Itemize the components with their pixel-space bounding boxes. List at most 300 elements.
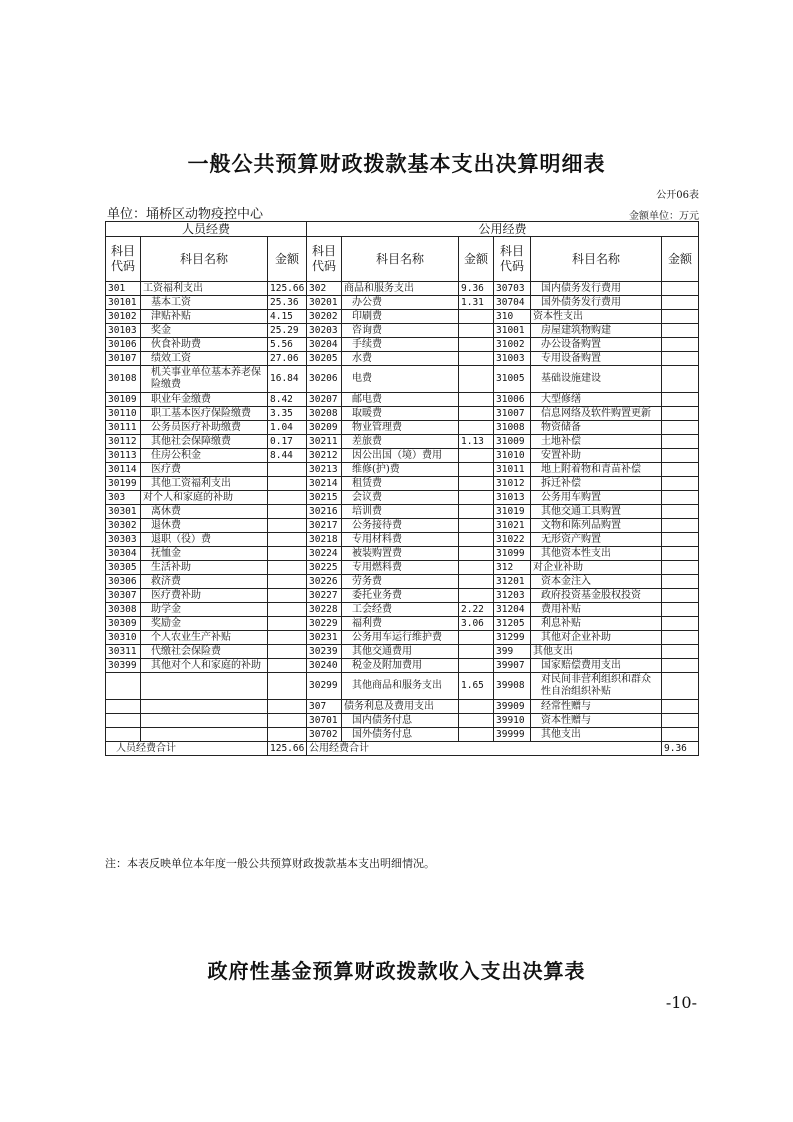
code-cell: 31019 [494,505,531,519]
name-cell: 印刷费 [342,310,459,324]
amount-cell: 25.36 [268,296,307,310]
amount-cell [459,421,494,435]
code-cell: 31003 [494,352,531,366]
table-row [106,617,699,631]
table-row [106,366,699,393]
amount-cell [459,463,494,477]
amount-cell: 1.31 [459,296,494,310]
name-cell: 津贴补贴 [141,310,268,324]
code-header: 科目代码 [494,237,531,282]
code-cell: 30228 [307,603,342,617]
code-cell: 30212 [307,449,342,463]
amount-cell [459,575,494,589]
amount-cell [662,282,699,296]
name-cell: 公务用车运行维护费 [342,631,459,645]
code-cell: 30226 [307,575,342,589]
table-row [106,728,699,742]
amount-cell [662,533,699,547]
name-header: 科目名称 [141,237,268,282]
code-cell: 31009 [494,435,531,449]
amount-cell [662,505,699,519]
name-cell: 物业管理费 [342,421,459,435]
code-cell: 30311 [106,645,141,659]
amount-cell: 1.13 [459,435,494,449]
code-cell: 30240 [307,659,342,673]
name-cell: 国外债务发行费用 [531,296,662,310]
name-cell: 无形资产购置 [531,533,662,547]
next-section-title: 政府性基金预算财政拨款收入支出决算表 [207,959,586,983]
amount-cell: 9.36 [459,282,494,296]
name-cell: 取暖费 [342,407,459,421]
name-cell: 医疗费 [141,463,268,477]
code-cell: 30199 [106,477,141,491]
name-cell: 国内债务付息 [342,714,459,728]
amount-cell: 8.42 [268,393,307,407]
code-cell: 30399 [106,659,141,673]
code-cell: 30108 [106,366,141,393]
name-cell: 拆迁补偿 [531,477,662,491]
amount-cell [268,728,307,742]
amount-cell [459,505,494,519]
table-row [106,421,699,435]
amount-header: 金额 [662,237,699,282]
name-cell: 费用补贴 [531,603,662,617]
group-header-row [106,222,699,237]
code-cell: 31205 [494,617,531,631]
amount-cell [662,366,699,393]
amount-cell: 2.22 [459,603,494,617]
amount-cell [459,533,494,547]
name-cell: 对企业补助 [531,561,662,575]
code-cell: 301 [106,282,141,296]
amount-cell [268,673,307,700]
name-cell: 商品和服务支出 [342,282,459,296]
amount-cell [459,519,494,533]
code-cell: 39999 [494,728,531,742]
name-cell: 抚恤金 [141,547,268,561]
name-cell: 生活补助 [141,561,268,575]
code-cell: 30302 [106,519,141,533]
code-cell: 30306 [106,575,141,589]
code-cell: 30704 [494,296,531,310]
name-cell: 税金及附加费用 [342,659,459,673]
name-cell: 离休费 [141,505,268,519]
amount-cell [662,407,699,421]
code-cell [106,728,141,742]
code-cell: 31008 [494,421,531,435]
amount-cell [662,714,699,728]
code-cell: 39909 [494,700,531,714]
amount-cell [459,700,494,714]
name-cell: 助学金 [141,603,268,617]
code-cell: 30310 [106,631,141,645]
code-cell: 30102 [106,310,141,324]
name-cell: 福利费 [342,617,459,631]
code-cell: 30308 [106,603,141,617]
amount-cell [268,575,307,589]
code-cell: 312 [494,561,531,575]
code-cell: 31013 [494,491,531,505]
name-cell: 职业年金缴费 [141,393,268,407]
table-row [106,505,699,519]
amount-cell [268,533,307,547]
code-cell: 30213 [307,463,342,477]
code-cell: 31005 [494,366,531,393]
amount-cell [662,673,699,700]
table-row [106,575,699,589]
code-cell: 307 [307,700,342,714]
table-note: 注：本表反映单位本年度一般公共预算财政拨款基本支出明细情况。 [105,857,435,870]
code-cell: 31203 [494,589,531,603]
public-total-label: 公用经费合计 [307,742,662,756]
code-cell: 31099 [494,547,531,561]
name-cell: 被装购置费 [342,547,459,561]
form-code: 公开06表 [656,190,699,201]
name-cell: 医疗费补助 [141,589,268,603]
personnel-total-label: 人员经费合计 [106,742,268,756]
amount-cell [662,617,699,631]
amount-cell [459,589,494,603]
amount-cell [268,519,307,533]
name-cell: 资本性赠与 [531,714,662,728]
table-row [106,352,699,366]
page-title: 一般公共预算财政拨款基本支出决算明细表 [187,152,606,176]
amount-cell: 25.29 [268,324,307,338]
code-cell: 31002 [494,338,531,352]
name-cell: 专用燃料费 [342,561,459,575]
amount-cell [459,645,494,659]
name-cell: 其他对企业补助 [531,631,662,645]
name-cell: 培训费 [342,505,459,519]
code-cell: 30309 [106,617,141,631]
amount-cell [459,477,494,491]
code-cell: 30110 [106,407,141,421]
code-cell: 30206 [307,366,342,393]
name-cell: 退休费 [141,519,268,533]
table-row [106,700,699,714]
amount-cell: 0.17 [268,435,307,449]
code-cell: 30307 [106,589,141,603]
table-row [106,603,699,617]
name-cell: 文物和陈列品购置 [531,519,662,533]
code-cell: 30205 [307,352,342,366]
amount-cell [662,491,699,505]
code-cell: 302 [307,282,342,296]
table-row [106,282,699,296]
amount-header: 金额 [459,237,494,282]
amount-cell [459,547,494,561]
amount-cell [268,714,307,728]
code-cell: 30218 [307,533,342,547]
table-row [106,338,699,352]
amount-cell [662,659,699,673]
code-cell: 31021 [494,519,531,533]
table-row [106,561,699,575]
amount-cell [662,449,699,463]
money-unit: 金额单位：万元 [629,211,699,222]
name-cell: 其他对个人和家庭的补助 [141,659,268,673]
amount-cell [268,700,307,714]
name-cell: 办公费 [342,296,459,310]
name-cell: 职工基本医疗保险缴费 [141,407,268,421]
code-cell: 30702 [307,728,342,742]
amount-cell [268,491,307,505]
name-cell: 差旅费 [342,435,459,449]
name-cell: 会议费 [342,491,459,505]
code-cell: 30107 [106,352,141,366]
name-cell: 基本工资 [141,296,268,310]
public-group-header: 公用经费 [307,222,699,237]
name-cell: 其他交通工具购置 [531,505,662,519]
amount-cell [662,393,699,407]
name-cell: 其他资本性支出 [531,547,662,561]
name-header: 科目名称 [531,237,662,282]
code-cell: 30209 [307,421,342,435]
amount-cell [662,547,699,561]
name-cell: 委托业务费 [342,589,459,603]
code-cell: 30207 [307,393,342,407]
code-cell: 303 [106,491,141,505]
amount-cell [662,645,699,659]
name-header: 科目名称 [342,237,459,282]
code-cell: 30225 [307,561,342,575]
code-cell: 30204 [307,338,342,352]
code-cell: 31022 [494,533,531,547]
name-cell: 国内债务发行费用 [531,282,662,296]
page-number: -10- [665,993,697,1012]
code-cell: 30111 [106,421,141,435]
name-cell: 公务用车购置 [531,491,662,505]
code-cell: 30201 [307,296,342,310]
name-cell: 其他交通费用 [342,645,459,659]
amount-cell [662,631,699,645]
amount-cell: 3.06 [459,617,494,631]
code-cell: 30303 [106,533,141,547]
name-cell [141,673,268,700]
table-row [106,547,699,561]
code-cell: 30304 [106,547,141,561]
amount-cell [459,407,494,421]
code-cell: 30301 [106,505,141,519]
name-cell: 因公出国（境）费用 [342,449,459,463]
amount-cell [662,519,699,533]
name-cell: 住房公积金 [141,449,268,463]
amount-cell [459,728,494,742]
code-cell: 30203 [307,324,342,338]
name-cell: 大型修缮 [531,393,662,407]
table-row [106,407,699,421]
code-cell: 30214 [307,477,342,491]
amount-cell [268,603,307,617]
name-cell: 其他商品和服务支出 [342,673,459,700]
amount-cell [459,631,494,645]
name-cell: 专用设备购置 [531,352,662,366]
name-cell: 利息补贴 [531,617,662,631]
name-cell: 救济费 [141,575,268,589]
name-cell: 邮电费 [342,393,459,407]
code-cell: 30216 [307,505,342,519]
code-cell: 30114 [106,463,141,477]
code-cell: 30231 [307,631,342,645]
code-cell: 30703 [494,282,531,296]
name-cell: 对个人和家庭的补助 [141,491,268,505]
name-cell: 政府投资基金股权投资 [531,589,662,603]
amount-cell [662,435,699,449]
name-cell: 地上附着物和青苗补偿 [531,463,662,477]
code-cell: 39908 [494,673,531,700]
code-cell: 30305 [106,561,141,575]
code-cell: 31012 [494,477,531,491]
amount-cell [459,352,494,366]
code-cell [106,673,141,700]
code-cell: 30202 [307,310,342,324]
unit-label: 单位：埇桥区动物疫控中心 [107,207,264,222]
code-cell [106,700,141,714]
amount-cell: 8.44 [268,449,307,463]
name-cell: 其他社会保障缴费 [141,435,268,449]
amount-cell: 1.65 [459,673,494,700]
name-cell [141,700,268,714]
code-cell [106,714,141,728]
name-cell: 经常性赠与 [531,700,662,714]
table-row [106,449,699,463]
code-cell: 31001 [494,324,531,338]
amount-cell [459,393,494,407]
table-row [106,519,699,533]
table-row [106,491,699,505]
name-cell: 奖励金 [141,617,268,631]
table-row [106,714,699,728]
name-cell: 债务利息及费用支出 [342,700,459,714]
amount-cell [268,463,307,477]
name-cell: 维修(护)费 [342,463,459,477]
amount-cell [268,589,307,603]
code-cell: 30112 [106,435,141,449]
name-cell: 土地补偿 [531,435,662,449]
amount-cell [459,561,494,575]
code-cell: 30229 [307,617,342,631]
name-cell: 电费 [342,366,459,393]
name-cell: 资本性支出 [531,310,662,324]
amount-cell [268,617,307,631]
personnel-total-amount: 125.66 [268,742,307,756]
amount-cell [459,491,494,505]
table-row [106,296,699,310]
table-row [106,477,699,491]
column-header-row [106,237,699,282]
name-cell: 伙食补助费 [141,338,268,352]
amount-cell [268,505,307,519]
name-cell [141,728,268,742]
code-header: 科目代码 [307,237,342,282]
name-cell: 奖金 [141,324,268,338]
amount-cell: 4.15 [268,310,307,324]
code-cell: 31007 [494,407,531,421]
personnel-group-header: 人员经费 [106,222,307,237]
code-cell: 30103 [106,324,141,338]
name-cell: 机关事业单位基本养老保险缴费 [141,366,268,393]
amount-cell [662,603,699,617]
code-cell: 39907 [494,659,531,673]
amount-cell [268,645,307,659]
code-cell: 31006 [494,393,531,407]
name-cell: 物资储备 [531,421,662,435]
name-cell: 对民间非营利组织和群众性自治组织补贴 [531,673,662,700]
name-cell: 工资福利支出 [141,282,268,296]
amount-cell [268,561,307,575]
name-cell: 安置补助 [531,449,662,463]
code-cell: 30217 [307,519,342,533]
amount-cell [268,547,307,561]
amount-cell [662,338,699,352]
name-cell: 国家赔偿费用支出 [531,659,662,673]
code-cell: 399 [494,645,531,659]
totals-row [106,742,699,756]
amount-cell [662,421,699,435]
name-cell: 其他支出 [531,728,662,742]
amount-cell [459,310,494,324]
table-row [106,631,699,645]
amount-cell: 125.66 [268,282,307,296]
amount-cell: 3.35 [268,407,307,421]
table-row [106,463,699,477]
table-row [106,659,699,673]
name-cell: 退职（役）费 [141,533,268,547]
amount-cell [268,477,307,491]
name-cell: 办公设备购置 [531,338,662,352]
amount-cell [459,366,494,393]
name-cell: 咨询费 [342,324,459,338]
name-cell: 其他工资福利支出 [141,477,268,491]
code-cell: 30701 [307,714,342,728]
code-cell: 310 [494,310,531,324]
amount-cell: 1.04 [268,421,307,435]
code-cell: 31010 [494,449,531,463]
name-cell: 水费 [342,352,459,366]
code-cell: 30299 [307,673,342,700]
amount-cell [662,589,699,603]
amount-cell [459,324,494,338]
code-cell: 30211 [307,435,342,449]
name-cell: 基础设施建设 [531,366,662,393]
table-row [106,393,699,407]
amount-cell: 27.06 [268,352,307,366]
code-cell: 31011 [494,463,531,477]
code-cell: 30227 [307,589,342,603]
amount-cell [459,338,494,352]
code-cell: 30208 [307,407,342,421]
name-cell: 公务接待费 [342,519,459,533]
public-total-amount: 9.36 [662,742,699,756]
amount-cell [662,324,699,338]
name-cell: 信息网络及软件购置更新 [531,407,662,421]
name-cell: 其他支出 [531,645,662,659]
code-cell: 31204 [494,603,531,617]
table-row [106,673,699,700]
code-cell: 31201 [494,575,531,589]
name-cell: 个人农业生产补贴 [141,631,268,645]
name-cell: 劳务费 [342,575,459,589]
name-cell: 国外债务付息 [342,728,459,742]
name-cell: 绩效工资 [141,352,268,366]
code-header: 科目代码 [106,237,141,282]
amount-cell [662,477,699,491]
name-cell: 手续费 [342,338,459,352]
code-cell: 39910 [494,714,531,728]
amount-cell [662,463,699,477]
name-cell: 公务员医疗补助缴费 [141,421,268,435]
name-cell: 工会经费 [342,603,459,617]
